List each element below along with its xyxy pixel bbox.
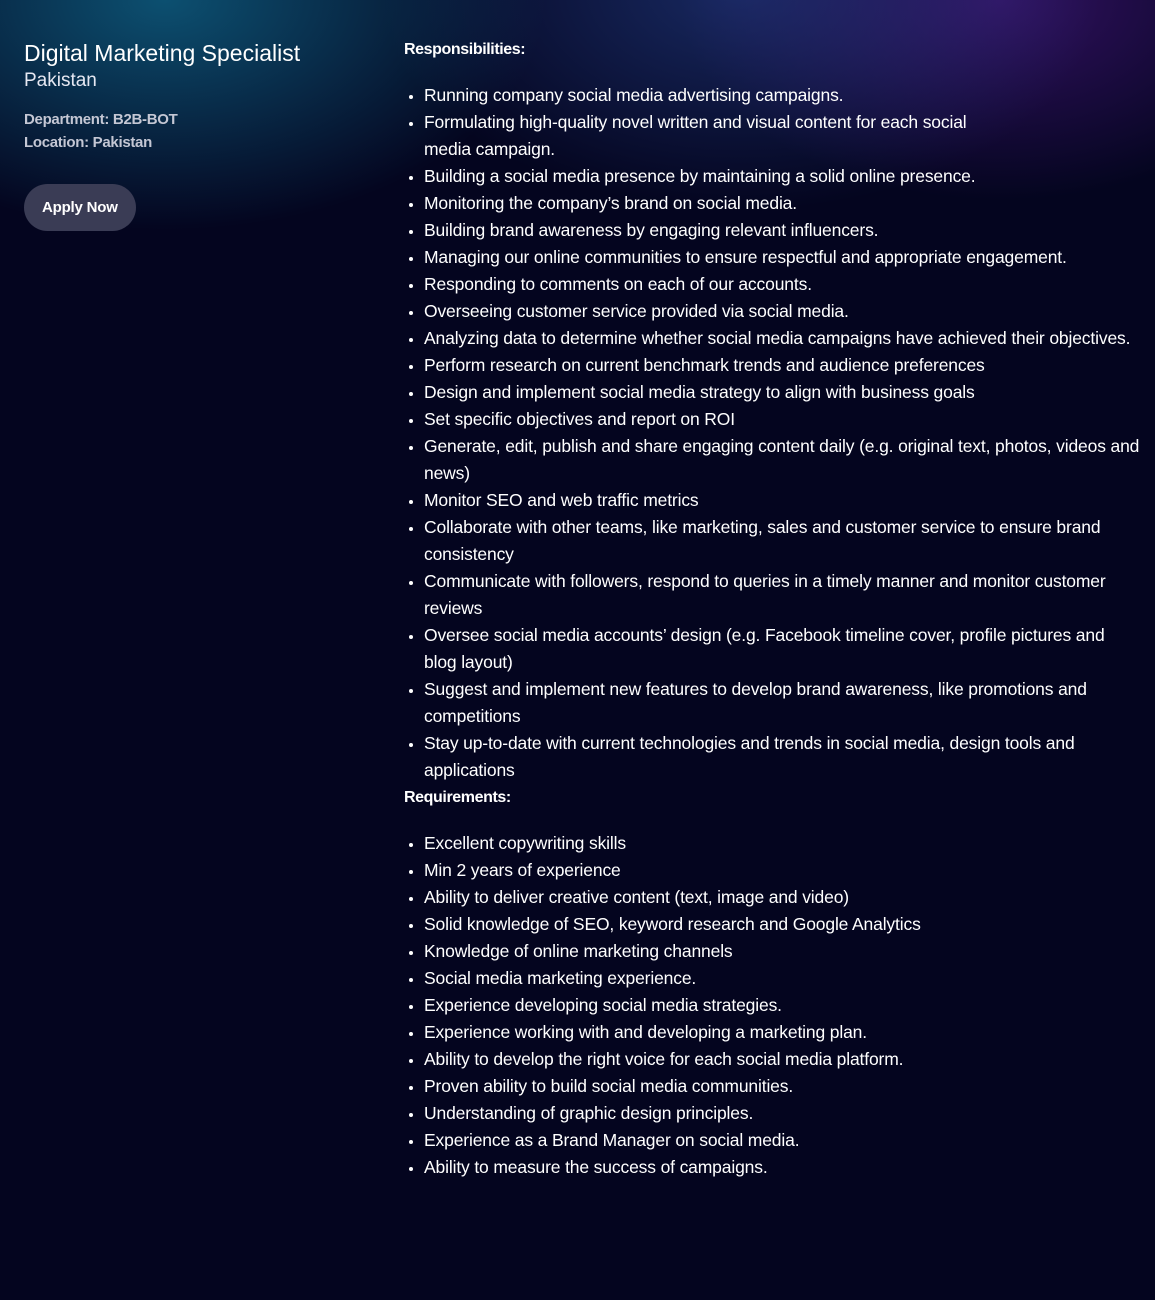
requirement-item: • Ability to deliver creative content (text, image and video) — [424, 884, 1140, 911]
job-location: Pakistan — [24, 70, 97, 91]
job-summary-panel — [24, 38, 364, 231]
department-label: Department: B2B-BOT — [24, 111, 178, 128]
responsibilities-heading: Responsibilities: — [404, 41, 526, 58]
requirement-item: • Solid knowledge of SEO, keyword research and Google Analytics — [424, 911, 1140, 938]
responsibility-item: • Running company social media advertising campaigns. — [424, 82, 1140, 109]
requirement-item: • Excellent copywriting skills — [424, 830, 1140, 857]
responsibility-item: • Oversee social media accounts’ design (e.g. Facebook timeline cover, profile pictures and blog layout) — [424, 622, 1140, 676]
requirements-heading: Requirements: — [404, 789, 511, 806]
responsibility-item: • Design and implement social media strategy to align with business goals — [424, 379, 1140, 406]
responsibility-item: • Analyzing data to determine whether social media campaigns have achieved their objectives. — [424, 325, 1140, 352]
job-meta — [24, 108, 364, 154]
apply-now-button[interactable]: Apply Now — [24, 184, 136, 231]
responsibility-item: • Perform research on current benchmark trends and audience preferences — [424, 352, 1140, 379]
requirements-list — [404, 830, 1140, 1181]
requirement-item: • Experience developing social media strategies. — [424, 992, 1140, 1019]
job-description — [404, 38, 1140, 1181]
requirement-item: • Ability to measure the success of campaigns. — [424, 1154, 1140, 1181]
responsibility-item: • Monitoring the company’s brand on social media. — [424, 190, 1140, 217]
location-label: Location: Pakistan — [24, 134, 152, 151]
responsibility-item: • Formulating high-quality novel written and visual content for each social media campaign. — [424, 109, 1140, 163]
requirement-item: • Social media marketing experience. — [424, 965, 1140, 992]
requirement-item: • Understanding of graphic design principles. — [424, 1100, 1140, 1127]
responsibility-item: • Communicate with followers, respond to queries in a timely manner and monitor customer reviews — [424, 568, 1140, 622]
responsibility-item: • Building a social media presence by maintaining a solid online presence. — [424, 163, 1140, 190]
responsibility-item: • Responding to comments on each of our accounts. — [424, 271, 1140, 298]
requirement-item: • Knowledge of online marketing channels — [424, 938, 1140, 965]
responsibility-item: • Set specific objectives and report on ROI — [424, 406, 1140, 433]
responsibility-item: • Suggest and implement new features to develop brand awareness, like promotions and competitions — [424, 676, 1140, 730]
requirement-item: • Experience working with and developing a marketing plan. — [424, 1019, 1140, 1046]
requirement-item: • Experience as a Brand Manager on social media. — [424, 1127, 1140, 1154]
responsibility-item: • Collaborate with other teams, like marketing, sales and customer service to ensure brand consistency — [424, 514, 1140, 568]
requirement-item: • Ability to develop the right voice for each social media platform. — [424, 1046, 1140, 1073]
responsibility-item: • Stay up-to-date with current technologies and trends in social media, design tools and applications — [424, 730, 1140, 784]
responsibility-item: • Generate, edit, publish and share engaging content daily (e.g. original text, photos, videos and news) — [424, 433, 1140, 487]
responsibility-item: • Building brand awareness by engaging relevant influencers. — [424, 217, 1140, 244]
responsibility-item: • Monitor SEO and web traffic metrics — [424, 487, 1140, 514]
job-title: Digital Marketing Specialist — [24, 40, 301, 66]
requirement-item: • Proven ability to build social media communities. — [424, 1073, 1140, 1100]
responsibility-item: • Overseeing customer service provided via social media. — [424, 298, 1140, 325]
requirement-item: • Min 2 years of experience — [424, 857, 1140, 884]
responsibility-item: • Managing our online communities to ensure respectful and appropriate engagement. — [424, 244, 1140, 271]
responsibilities-list — [404, 82, 1140, 784]
